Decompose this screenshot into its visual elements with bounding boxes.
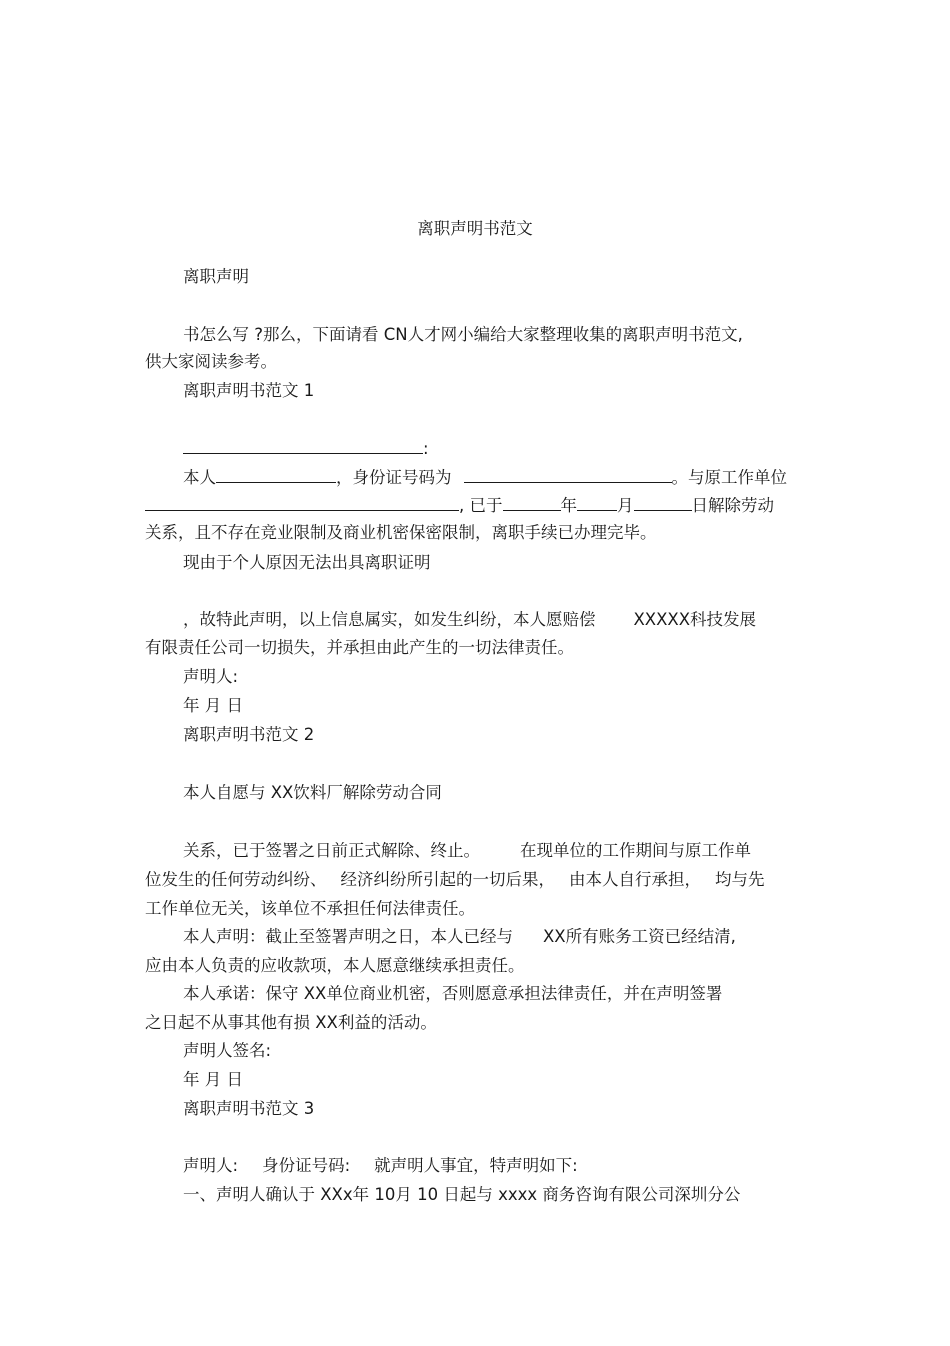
sample3-para-1	[183, 1155, 578, 1177]
sample1-row-2	[145, 494, 774, 517]
text-fragment: , 已于	[459, 496, 503, 515]
sample1-row-1	[183, 466, 787, 489]
sample2-para-3	[145, 869, 765, 891]
text-fragment: 本人声明：截止至签署声明之日，本人已经与	[183, 927, 513, 946]
text-fragment: 均与先	[715, 870, 765, 889]
sample1-addressee-line	[183, 437, 429, 460]
text-fragment: 日解除劳动	[691, 496, 774, 515]
colon: :	[423, 439, 429, 458]
blank-year	[503, 494, 561, 511]
sample2-para-8: 之日起不从事其他有损 XX利益的活动。	[145, 1013, 437, 1032]
sample2-date: 年 月 日	[183, 1070, 243, 1089]
blank-id-number	[464, 466, 672, 483]
text-fragment: 在现单位的工作期间与原工作单	[520, 841, 751, 860]
sample2-para-1: 本人自愿与 XX饮料厂解除劳动合同	[183, 783, 442, 802]
sample2-para-6: 应由本人负责的应收款项，本人愿意继续承担责任。	[145, 956, 525, 975]
sample2-heading: 离职声明书范文 2	[183, 725, 315, 744]
text-fragment: ，身份证号码为	[336, 468, 452, 487]
sample1-row-5	[183, 609, 756, 631]
sample1-row-6: 有限责任公司一切损失，并承担由此产生的一切法律责任。	[145, 638, 574, 657]
document-title: 离职声明书范文	[417, 219, 533, 238]
sample1-heading: 离职声明书范文 1	[183, 381, 315, 400]
text-fragment: XX所有账务工资已经结清,	[543, 927, 736, 946]
sample3-heading: 离职声明书范文 3	[183, 1099, 315, 1118]
text-fragment: 月	[617, 496, 634, 515]
sample1-signer: 声明人:	[183, 667, 239, 686]
sample2-signer: 声明人签名:	[183, 1041, 272, 1060]
sample1-date: 年 月 日	[183, 696, 243, 715]
blank-former-employer	[145, 494, 459, 511]
text-fragment: XXXXX科技发展	[633, 610, 757, 629]
sample3-para-2: 一、声明人确认于 XXx年 10月 10 日起与 xxxx 商务咨询有限公司深圳分公	[183, 1185, 741, 1204]
text-fragment: 身份证号码:	[262, 1156, 351, 1175]
intro-line-2: 供大家阅读参考。	[145, 352, 277, 371]
sample2-para-7: 本人承诺：保守 XX单位商业机密，否则愿意承担法律责任，并在声明签署	[183, 984, 723, 1003]
text-fragment: 位发生的任何劳动纠纷、	[145, 870, 327, 889]
intro-line-1: 书怎么写 ?那么，下面请看 CN人才网小编给大家整理收集的离职声明书范文,	[183, 325, 743, 344]
text-fragment: 年	[560, 496, 577, 515]
sample1-row-3: 关系，且不存在竞业限制及商业机密保密限制，离职手续已办理完毕。	[145, 523, 657, 542]
blank-addressee	[183, 437, 423, 454]
blank-day	[634, 494, 692, 511]
blank-month	[577, 494, 617, 511]
intro-heading: 离职声明	[183, 267, 249, 286]
sample1-row-4: 现由于个人原因无法出具离职证明	[183, 553, 431, 572]
sample2-para-2	[183, 840, 751, 862]
text-fragment: ，故特此声明，以上信息属实，如发生纠纷，本人愿赔偿	[183, 610, 596, 629]
text-fragment: 本人	[183, 468, 216, 487]
text-fragment: 就声明人事宜，特声明如下:	[374, 1156, 578, 1175]
text-fragment: 由本人自行承担，	[569, 870, 701, 889]
sample2-para-5	[183, 926, 736, 948]
text-fragment: 经济纠纷所引起的一切后果，	[340, 870, 555, 889]
sample2-para-4: 工作单位无关，该单位不承担任何法律责任。	[145, 899, 475, 918]
text-fragment: 关系，已于签署之日前正式解除、终止。	[183, 841, 480, 860]
blank-name	[216, 466, 336, 483]
text-fragment: 。与原工作单位	[671, 468, 787, 487]
text-fragment: 声明人:	[183, 1156, 239, 1175]
